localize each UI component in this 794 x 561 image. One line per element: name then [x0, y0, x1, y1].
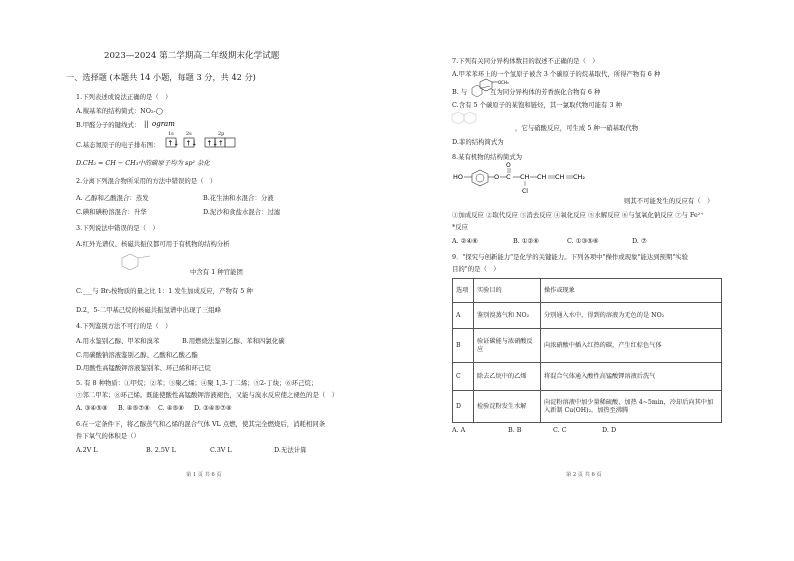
table-cell: 鉴别溴蒸气和 NO₂	[474, 303, 541, 329]
option-6c: C.3V L	[210, 446, 232, 454]
table-header-cell: 实验目的	[474, 279, 541, 303]
svg-text:CH₂: CH₂	[573, 173, 586, 181]
option-7b-prefix: B. 与	[452, 88, 468, 96]
option-2a: A. 乙醇和乙酸混合：蒸发	[76, 194, 149, 202]
question-6: 6.在一定条件下，将乙醇蒸气和乙烯的混合气体 VL 点燃，使其完全燃烧后，消耗相同条	[76, 420, 326, 428]
svg-text:C: C	[506, 173, 511, 181]
option-6d: D.无法计算	[274, 446, 307, 454]
svg-text:CH: CH	[537, 173, 547, 181]
svg-text:↑↓: ↑↓	[185, 139, 198, 148]
formaldehyde-skeletal-formula	[142, 117, 186, 129]
option-5b: B. ④⑤⑦⑧	[118, 404, 150, 412]
option-4c: C.用碳酸钠溶液鉴别乙醇、乙酸和乙酸乙酯	[76, 351, 198, 359]
question-2: 2.分离下列混合物所采用的方法中错误的是（ ）	[76, 177, 217, 185]
table-row	[453, 363, 722, 391]
option-7c: C.含有 5 个碳原子的某饱和链烃，其一氯取代物可能有 3 种	[452, 101, 622, 109]
option-5a: A. ③④⑤⑧	[76, 404, 108, 412]
table-header-row	[453, 279, 722, 303]
page-1-footer: 第 1 页 共 6 页	[186, 472, 222, 478]
phenanthrene-structure	[450, 110, 510, 130]
option-3b-structure	[120, 252, 200, 270]
table-cell: A	[453, 303, 474, 329]
orbital-1s-label: 1s	[168, 131, 174, 137]
option-6a: A.2V L	[76, 446, 98, 454]
svg-text:↑↓: ↑↓	[167, 139, 180, 148]
option-7d: D.菲的结构简式为	[452, 138, 504, 146]
table-cell: D	[453, 391, 474, 423]
question-8-structure	[452, 160, 602, 196]
svg-text:CH: CH	[520, 173, 530, 181]
option-4b: B.用燃烧法鉴别乙醇、苯和四氯化碳	[182, 337, 285, 345]
question-1: 1.下列表述或说法正确的是（ ）	[76, 93, 172, 101]
table-header-cell: 选项	[453, 279, 474, 303]
question-8-reactions-cont: *反应	[452, 223, 468, 231]
option-3c: C.___与 Br₂按物质的量之比 1：1 发生加成反应，产物有 5 种	[76, 287, 253, 295]
ester-oxygen-label: O	[494, 173, 500, 181]
option-4a: A.用水鉴别乙醇、甲苯和溴苯	[76, 337, 160, 345]
page-2-footer: 第 2 页 共 6 页	[566, 472, 602, 478]
svg-text:||: ||	[144, 120, 149, 128]
option-8d: D. ⑦	[632, 237, 647, 245]
option-7d-cont: ，它与硝酸反应，可生成 5 种一硝基取代物	[515, 124, 639, 132]
table-row	[453, 329, 722, 363]
question-5-cont: ⑦邻二甲苯；⑧环己烯。既能使酸性高锰酸钾溶液褪色，又能与溴水反应使之褪色的是（ ）	[76, 391, 339, 399]
exam-title: 2023—2024 第二学期高二年级期末化学试题	[104, 51, 280, 61]
question-6-cont: 件下氧气的体积是（）	[76, 432, 140, 440]
question-4: 4.下列鉴别方法不可行的是（ ）	[76, 322, 172, 330]
option-3a: A.红外光谱仪、核磁共振仪都可用于有机物的结构分析	[76, 240, 230, 248]
option-1a: A.羰基苯的结构简式：NO₂-◯	[76, 107, 163, 115]
option-3d: D.2，5-二甲基己烷的核磁共振氢谱中出现了三组峰	[76, 306, 222, 314]
question-5: 5. 有 8 种物质：①甲烷；②苯；③聚乙烯；④聚 1,3-丁二烯；⑤2-丁炔；⑥环己烷；	[76, 379, 318, 387]
option-2c: C.碘和碘粉溶混合：升华	[76, 208, 147, 216]
svg-text:↑: ↑	[218, 139, 224, 148]
table-cell: B	[453, 329, 474, 363]
option-7b-text: 互为同分异构体的芳香族化合物有 6 种	[490, 88, 601, 96]
option-9d: D. D	[602, 426, 617, 434]
hydroxy-label: HO	[453, 173, 464, 181]
svg-text:↑↓: ↑↓	[206, 139, 219, 148]
option-5c: C. ④⑤⑧	[158, 404, 184, 412]
section-heading: 一、选择题 (本题共 14 小题，每题 3 分，共 42 分)	[66, 72, 256, 82]
svg-text:OCH₃: OCH₃	[498, 80, 509, 85]
question-8-cont: 则其不可能发生的反应有（ ）	[624, 197, 714, 205]
table-row	[453, 303, 722, 329]
option-1c: C.基态氮原子的电子排布图：	[76, 141, 160, 149]
option-8a: A. ②④⑥	[452, 237, 478, 245]
table-row	[453, 391, 722, 423]
option-2b: B.花生油和水混合：分液	[203, 194, 274, 202]
nitrogen-orbital-diagram	[165, 137, 245, 149]
table-cell: 检验淀粉发生水解	[474, 391, 541, 423]
orbital-2s-label: 2s	[186, 131, 192, 137]
table-cell: 除去乙烷中的乙烯	[474, 363, 541, 391]
option-2d: D.泥沙和食盐水混合：过滤	[203, 208, 281, 216]
table-cell: 验证碳能与浓硝酸反应	[474, 329, 541, 363]
option-1d: D.CH₂ = CH − CH₃中的碳原子均为 sp² 杂化	[76, 159, 210, 167]
table-header-cell: 操作或现象	[541, 279, 722, 303]
question-8-reactions: ①加成反应 ②取代反应 ③消去反应 ④氧化反应 ⑤水解反应 ⑥与氢氧化钠反应 ⑦与 Fe²⁺	[452, 211, 704, 219]
table-cell: 分别通入水中，得到的溶液为无色的是 NO₂	[541, 303, 722, 329]
carbonyl-oxygen-label: O	[506, 162, 511, 169]
option-8b: B. ①②⑥	[513, 237, 539, 245]
question-9-cont: 目的"的是（ ）	[452, 265, 500, 273]
option-9a: A. A	[452, 426, 466, 434]
svg-text:CH: CH	[555, 173, 565, 181]
option-6b: B. 2.5V L	[146, 446, 176, 454]
svg-text:ogram: ogram	[152, 120, 175, 128]
question-8: 8.某有机物的结构简式为	[452, 153, 523, 161]
table-cell: 向淀粉溶液中加少量稀硫酸，加热 4~5min，冷却后向其中加入新制 Cu(OH)₂，加热至沸腾	[541, 391, 722, 423]
option-5d: D. ③④⑤⑦⑧	[194, 404, 232, 412]
chloro-label: Cl	[522, 188, 528, 195]
question-7: 7.下列有关同分异构体数目的叙述不正确的是（ ）	[452, 57, 599, 65]
option-7a: A.甲苯苯环上的一个氢原子被含 3 个碳原子的烷基取代，所得产物有 6 种	[452, 70, 661, 78]
option-1b: B.甲醛分子的键线式：	[76, 121, 141, 129]
option-9c: C. C	[553, 426, 567, 434]
table-cell: 向浓硝酸中插入红热的碳，产生红棕色气体	[541, 329, 722, 363]
experiment-table	[452, 278, 722, 423]
orbital-2p-label: 2p	[218, 131, 225, 137]
option-4d: D.用酸性高锰酸钾溶液鉴别苯、环己烯和环己烷	[76, 364, 211, 372]
option-8c: C. ①③⑤⑥	[567, 237, 599, 245]
question-9: 9．"探究与创新能力"是化学的关键能力。下列各项中"操作或现象"能达到预期"实验	[452, 253, 689, 261]
table-cell: 将混合气体通入酸性高锰酸钾溶液后洗气	[541, 363, 722, 391]
option-9b: B. B	[508, 426, 522, 434]
question-3: 3.下列说法中错误的是（ ）	[76, 224, 159, 232]
table-cell: C	[453, 363, 474, 391]
option-3b: 中含有 1 种官能团	[190, 268, 243, 276]
